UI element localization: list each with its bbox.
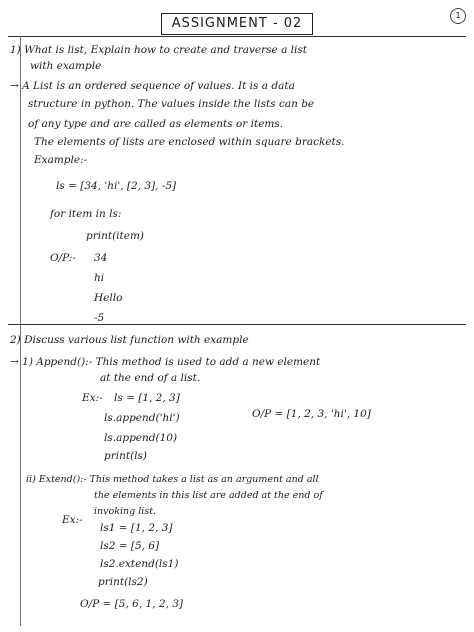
extend-code-line: ls2.extend(ls1) [100,558,179,570]
q1-code-line: ls = [34, 'hi', [2, 3], -5] [56,180,177,192]
q1-output-value: 34 [94,252,108,264]
extend-code-line: ls1 = [1, 2, 3] [100,522,173,534]
extend-heading-line1: ii) Extend():- This method takes a list as an argument and all [26,474,319,485]
q1-example-label: Example:- [34,154,88,166]
extend-code-line: print(ls2) [98,576,148,588]
top-rule [8,36,466,37]
append-code-line: ls.append('hi') [104,412,180,424]
append-heading-line2: at the end of a list. [100,372,201,384]
page-number: 1 [450,8,466,24]
append-heading-line1: → 1) Append():- This method is used to add a new element [10,356,321,368]
section-divider [8,324,466,325]
append-ex-label: Ex:- [82,392,103,404]
q2-question-line: 2) Discuss various list function with example [10,334,249,346]
append-code-line: print(ls) [104,450,148,462]
extend-output: O/P = [5, 6, 1, 2, 3] [80,598,183,610]
q1-output-value: hi [94,272,105,284]
extend-ex-label: Ex:- [62,514,83,526]
extend-heading-line2: the elements in this list are added at the end of [94,490,323,501]
q1-code-line: print(item) [86,230,145,242]
q1-output-value: -5 [94,312,105,324]
q1-question-line1: 1) What is list, Explain how to create and traverse a list [10,44,307,56]
q1-answer-line: The elements of lists are enclosed within square brackets. [34,136,345,148]
q1-output-value: Hello [94,292,123,304]
title-box [161,13,313,35]
q1-output-label: O/P:- [50,252,76,264]
extend-heading-line3: invoking list. [94,506,157,517]
append-code-line: ls.append(10) [104,432,178,444]
q1-answer-line: → A List is an ordered sequence of values. It is a data [10,80,295,92]
extend-code-line: ls2 = [5, 6] [100,540,160,552]
q1-answer-line: structure in python. The values inside the lists can be [28,98,315,110]
append-code-line: ls = [1, 2, 3] [114,392,180,404]
q1-question-line2: with example [30,60,102,72]
q1-answer-line: of any type and are called as elements or items. [28,118,284,130]
margin-line [20,36,21,626]
append-output: O/P = [1, 2, 3, 'hi', 10] [252,408,371,420]
page-title: ASSIGNMENT - 02 [171,16,303,31]
q1-code-line: for item in ls: [50,208,122,220]
